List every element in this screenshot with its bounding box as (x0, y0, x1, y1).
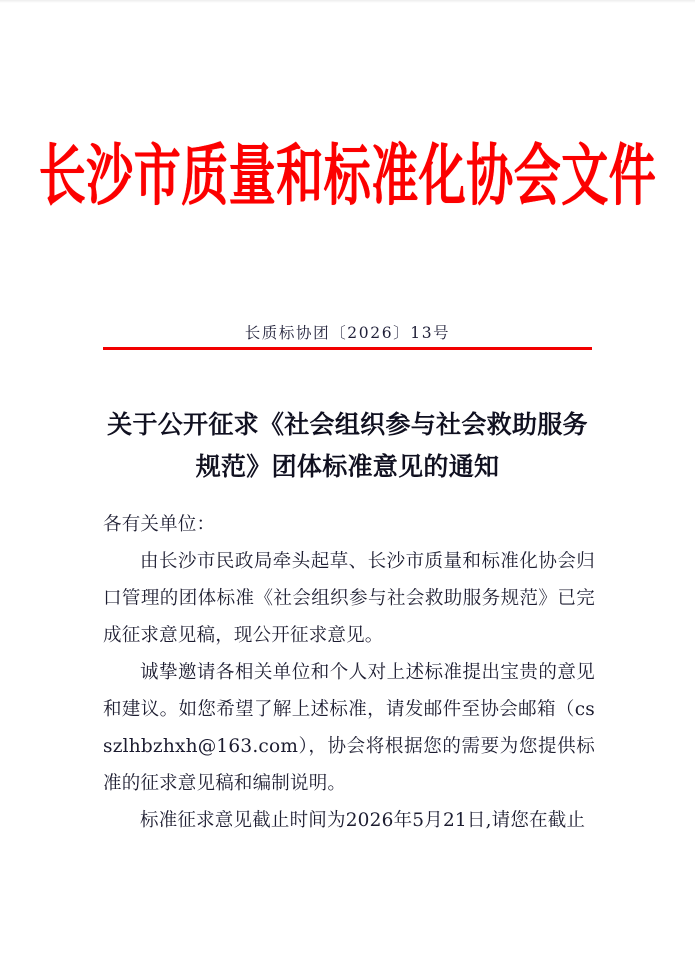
body-paragraph-1: 由长沙市民政局牵头起草、长沙市质量和标准化协会归口管理的团体标准《社会组织参与社会救助服务规范》已完成征求意见稿，现公开征求意见。 (103, 551, 595, 646)
organization-masthead-title: 长沙市质量和标准化协会文件 (38, 137, 657, 216)
document-serial-number: 长质标协团〔2026〕13号 (244, 324, 451, 342)
red-separator-rule (103, 347, 592, 350)
body-paragraph-3-deadline: 标准征求意见截止时间为2026年5月21日,请您在截止 (140, 810, 586, 831)
scan-top-edge (0, 0, 695, 3)
association-email-address: csszlhbzhxh@163.com (103, 699, 595, 757)
body-paragraph-2 (103, 654, 595, 802)
document-title (103, 404, 592, 488)
body-paragraph-2-text-after-email: ），协会将根据您的需要为您提供标准的征求意见稿和编制说明。 (103, 736, 595, 794)
document-title-line-1: 关于公开征求《社会组织参与社会救助服务 (107, 410, 588, 439)
body-paragraph-2-text-before-email: 诚挚邀请各相关单位和个人对上述标准提出宝贵的意见和建议。如您希望了解上述标准，请发邮件至协会邮箱（ (103, 662, 595, 720)
document-body (103, 506, 595, 839)
masthead (0, 137, 695, 216)
salutation-line: 各有关单位： (103, 514, 216, 535)
document-title-line-2: 规范》团体标准意见的通知 (195, 452, 500, 481)
